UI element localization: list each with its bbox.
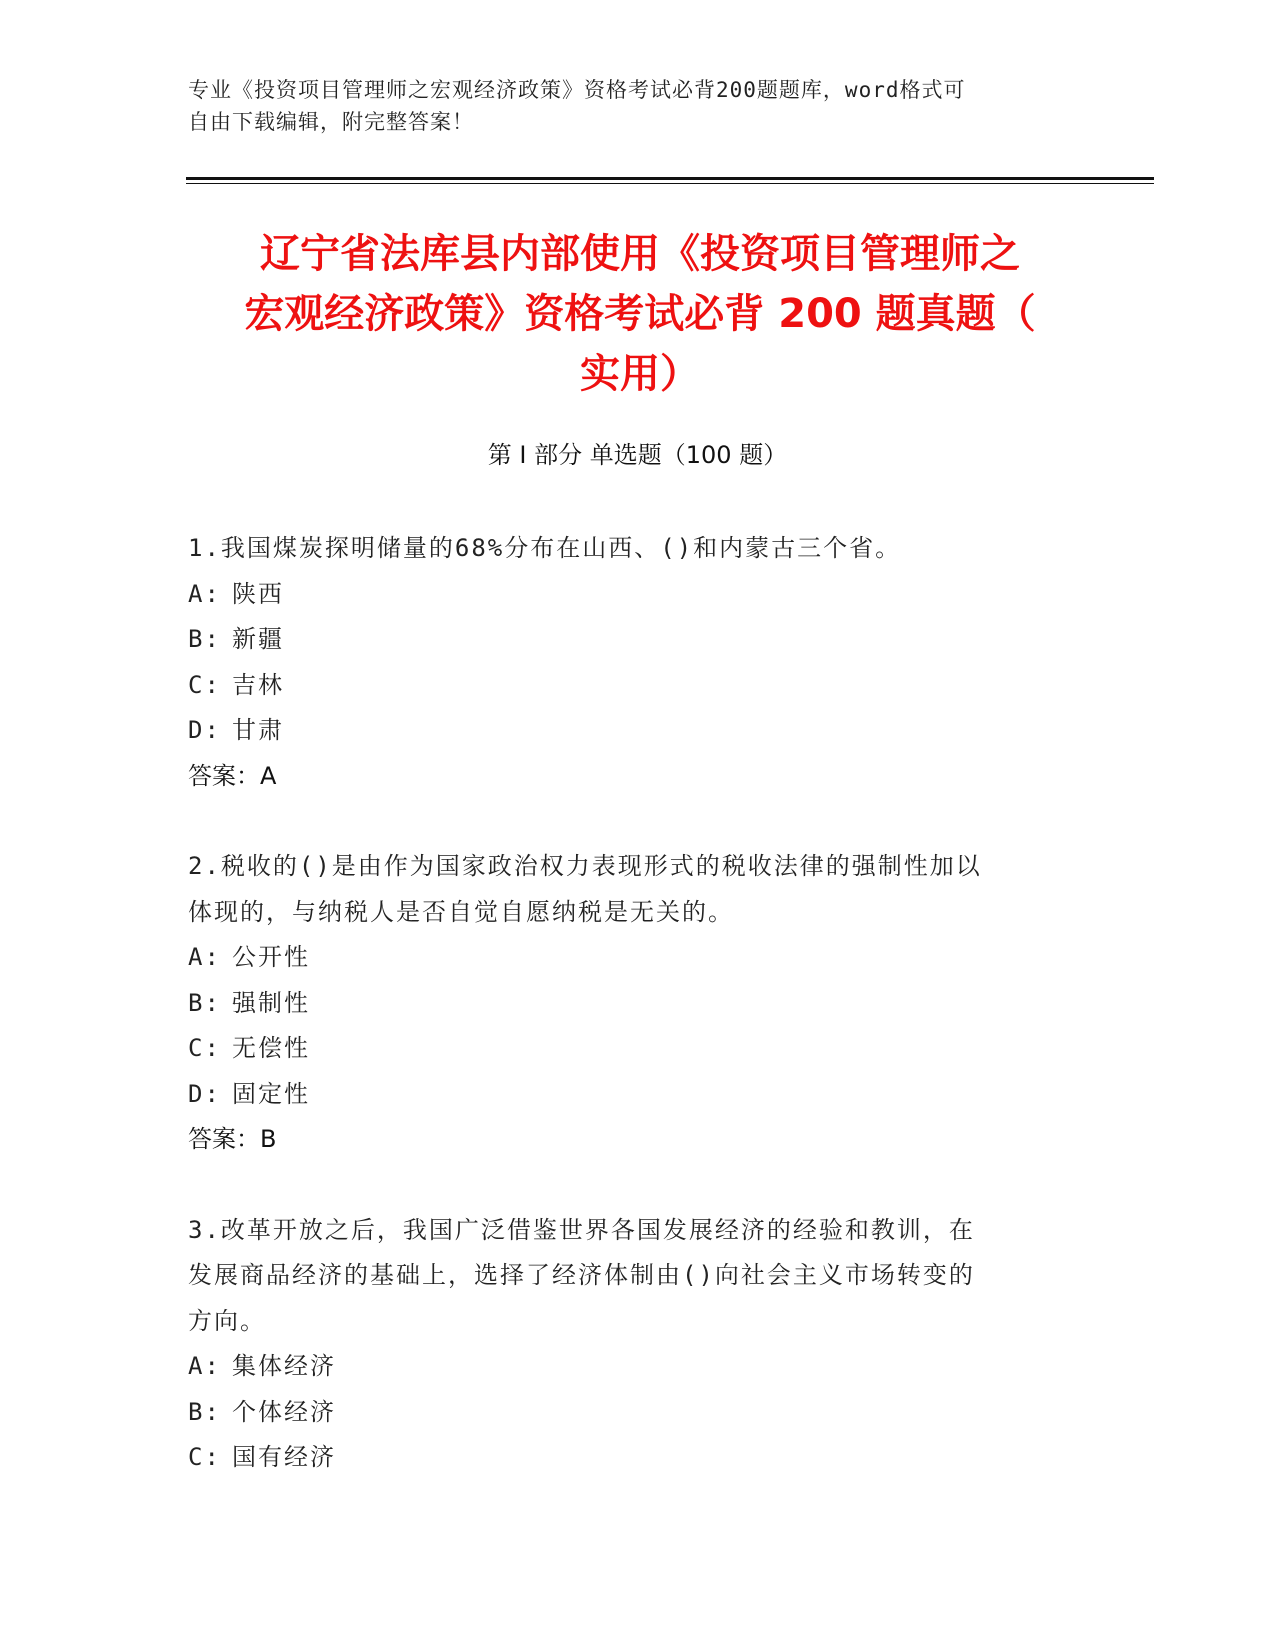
option-d [188,708,1068,754]
question-stem: 发展商品经济的基础上，选择了经济体制由()向社会主义市场转变的 [188,1261,975,1289]
option-a [188,1344,1068,1390]
question-stem: 1.我国煤炭探明储量的68%分布在山西、()和内蒙古三个省。 [188,534,902,562]
document-title-line: 实用） [580,351,700,397]
option-letter: C: [188,1034,221,1062]
option-text: 个体经济 [232,1397,336,1426]
option-text: 新疆 [232,625,284,653]
option-b [188,1390,1068,1436]
option-letter: B: [188,1397,221,1426]
document-title-line: 宏观经济政策》资格考试必背 200 题真题（ [244,291,1036,337]
option-a [188,935,1068,981]
question-stem: 方向。 [188,1306,266,1335]
section-title: 第 I 部分 单选题（100 题） [487,441,788,469]
header-note [188,74,1088,138]
option-c [188,1026,1068,1072]
question-stem: 3.改革开放之后，我国广泛借鉴世界各国发展经济的经验和教训，在 [188,1215,975,1244]
answer-line: 答案：A [188,761,277,790]
option-text: 集体经济 [232,1352,336,1380]
option-letter: C: [188,1443,221,1471]
header-note-line: 自由下载编辑，附完整答案！ [188,110,474,134]
option-letter: A: [188,579,221,608]
option-b [188,617,1068,663]
header-divider-thin [186,183,1154,184]
question-stem: 体现的，与纳税人是否自觉自愿纳税是无关的。 [188,897,734,926]
option-letter: A: [188,1352,221,1380]
question-stem: 2.税收的()是由作为国家政治权力表现形式的税收法律的强制性加以 [188,852,982,880]
question-3 [188,1208,1068,1481]
document-title [180,224,1100,404]
option-c [188,663,1068,709]
option-b [188,981,1068,1027]
option-text: 陕西 [232,579,284,608]
option-letter: B: [188,988,221,1017]
option-text: 固定性 [232,1079,310,1108]
option-c [188,1435,1068,1481]
header-divider-thick [186,177,1154,180]
option-letter: D: [188,1079,221,1108]
option-text: 吉林 [232,670,284,699]
option-text: 甘肃 [232,716,284,744]
question-2 [188,844,1068,1163]
document-title-line: 辽宁省法库县内部使用《投资项目管理师之 [260,231,1020,277]
option-letter: A: [188,943,221,971]
answer-line: 答案：B [188,1125,277,1153]
option-letter: D: [188,716,221,744]
option-letter: C: [188,670,221,699]
header-note-line: 专业《投资项目管理师之宏观经济政策》资格考试必背200题题库，word格式可 [188,78,966,102]
option-a [188,572,1068,618]
question-1 [188,526,1068,799]
question-list [188,526,1068,1526]
option-text: 公开性 [232,943,310,971]
option-letter: B: [188,625,221,653]
option-text: 无偿性 [232,1034,310,1062]
option-text: 国有经济 [232,1443,336,1471]
option-text: 强制性 [232,988,310,1017]
option-d [188,1072,1068,1118]
